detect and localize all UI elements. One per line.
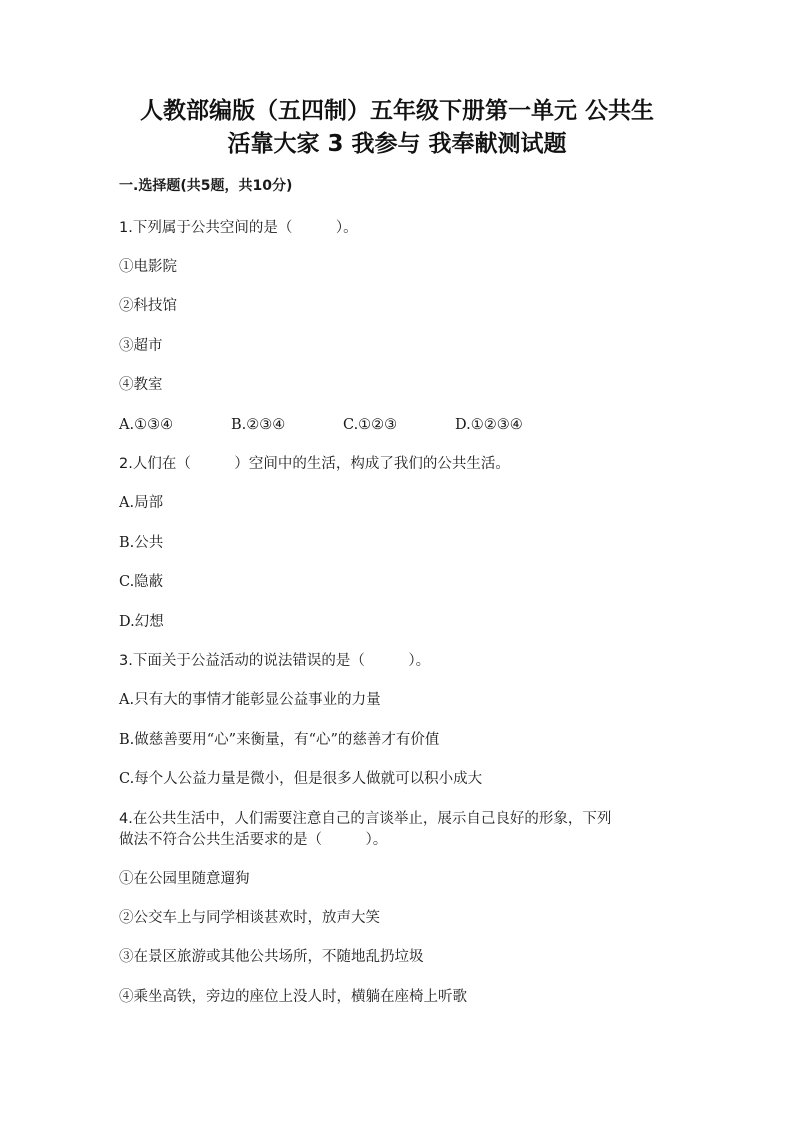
page-title-line-2: 活靠大家 3 我参与 我奉献测试题 — [227, 131, 567, 157]
question-3-stem: 3.下面关于公益活动的说法错误的是（ ）。 — [119, 653, 431, 669]
question-1-choice-c: C.①②③ — [343, 417, 398, 433]
question-2-choice-a: A.局部 — [119, 495, 164, 511]
question-1-item-2: ②科技馆 — [119, 298, 177, 314]
question-1-choices — [119, 415, 679, 435]
question-1-choice-a: A.①③④ — [119, 417, 174, 433]
question-2-choice-d: D.幻想 — [119, 614, 164, 630]
question-4-item-1: ①在公园里随意遛狗 — [119, 871, 250, 887]
question-3-choice-b: B.做慈善要用“心”来衡量，有“心”的慈善才有价值 — [119, 732, 440, 748]
question-4-item-4: ④乘坐高铁，旁边的座位上没人时，横躺在座椅上听歌 — [119, 989, 467, 1005]
question-1-item-3: ③超市 — [119, 338, 163, 354]
question-1-choice-d: D.①②③④ — [455, 417, 523, 433]
question-2-stem: 2.人们在（ ）空间中的生活，构成了我们的公共生活。 — [119, 456, 510, 472]
section-heading: 一.选择题(共5题，共10分) — [119, 178, 293, 194]
question-1-choice-b: B.②③④ — [231, 417, 286, 433]
question-4-item-3: ③在景区旅游或其他公共场所，不随地乱扔垃圾 — [119, 949, 424, 965]
question-4-item-2: ②公交车上与同学相谈甚欢时，放声大笑 — [119, 910, 380, 926]
question-4-stem-line-1: 4.在公共生活中，人们需要注意自己的言谈举止，展示自己良好的形象，下列 — [119, 811, 612, 827]
question-1-item-1: ①电影院 — [119, 259, 177, 275]
question-1-item-4: ④教室 — [119, 377, 163, 393]
question-3-choice-c: C.每个人公益力量是微小，但是很多人做就可以积小成大 — [119, 771, 483, 787]
question-2-choice-c: C.隐蔽 — [119, 574, 164, 590]
question-4-stem-line-2: 做法不符合公共生活要求的是（ ）。 — [119, 832, 388, 848]
page-title-line-1: 人教部编版（五四制）五年级下册第一单元 公共生 — [139, 98, 654, 124]
question-2-choice-b: B.公共 — [119, 535, 164, 551]
question-3-choice-a: A.只有大的事情才能彰显公益事业的力量 — [119, 692, 381, 708]
question-1-stem: 1.下列属于公共空间的是（ ）。 — [119, 220, 358, 236]
